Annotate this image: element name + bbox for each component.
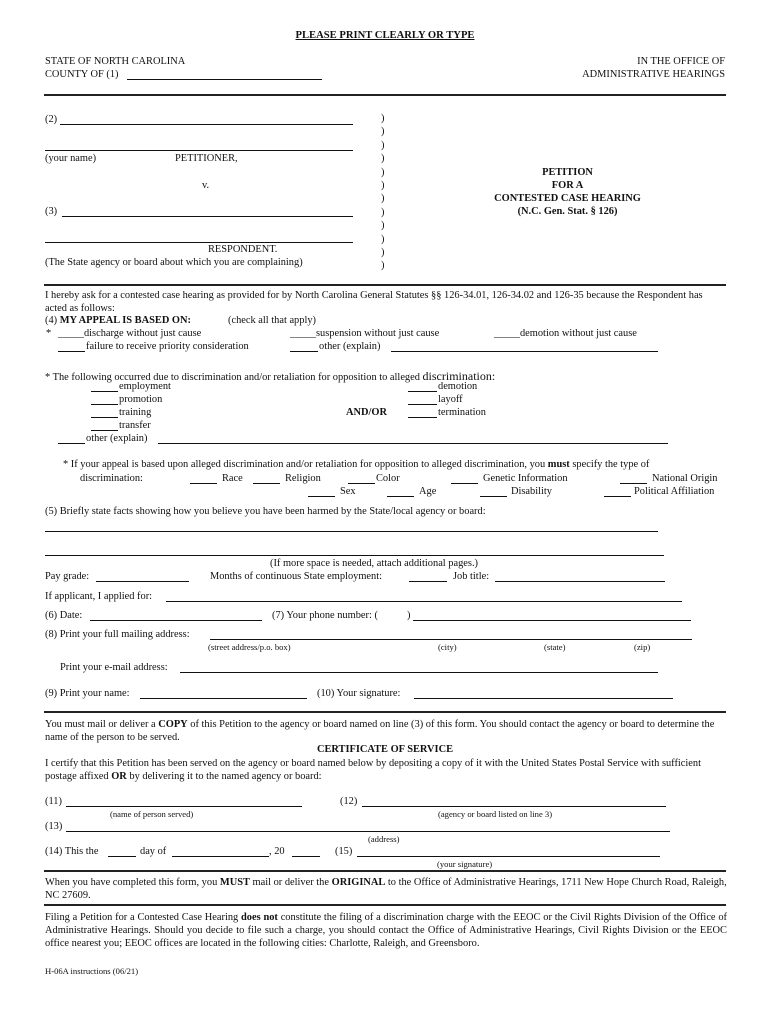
months-field[interactable]	[409, 581, 447, 582]
state-caption: (state)	[544, 642, 566, 652]
divider	[44, 94, 726, 96]
other-label: other (explain)	[319, 341, 381, 352]
blank-demotion[interactable]	[408, 391, 437, 392]
type-age: Age	[419, 486, 437, 497]
caption-parens: ) ) ) ) ) ) ) ) ) ) ) )	[381, 113, 385, 272]
name-served-caption: (name of person served)	[110, 809, 194, 819]
form-id: H-06A instructions (06/21)	[45, 966, 139, 976]
type-disability: Disability	[511, 486, 552, 497]
day-field[interactable]	[108, 856, 136, 857]
field-15-input[interactable]	[357, 856, 660, 857]
months-label: Months of continuous State employment:	[210, 571, 383, 582]
email-label: Print your e-mail address:	[60, 662, 168, 673]
blank-political[interactable]	[604, 496, 631, 497]
email-field[interactable]	[180, 672, 658, 673]
field-2-input[interactable]	[60, 124, 353, 125]
type-political: Political Affiliation	[634, 486, 715, 497]
divider	[44, 870, 726, 872]
field-13-label: (13)	[45, 821, 63, 832]
checkbox-suspension[interactable]: _____suspension without just cause	[290, 328, 440, 339]
office-line-2: ADMINISTRATIVE HEARINGS	[582, 69, 725, 80]
phone-close: )	[407, 610, 411, 621]
checkbox-other-blank[interactable]	[290, 351, 318, 352]
field-12-label: (12)	[340, 796, 358, 807]
type-color: Color	[376, 473, 400, 484]
blank-other[interactable]	[58, 443, 85, 444]
office-line-1: IN THE OFFICE OF	[637, 56, 725, 67]
address-field[interactable]	[210, 639, 692, 640]
day-of-label: day of	[140, 846, 167, 857]
certify-text: I certify that this Petition has been served on the agency or board named below by depositing a copy of it with the United States Postal Service with sufficient postage affixed OR by delivering it to the named agency or board:	[45, 758, 701, 782]
applicant-label: If applicant, I applied for:	[45, 591, 153, 602]
signature-label: (10) Your signature:	[317, 688, 401, 699]
job-title-field[interactable]	[495, 581, 665, 582]
phone-label: (7) Your phone number: (	[272, 610, 378, 621]
applicant-field[interactable]	[166, 601, 682, 602]
pay-grade-label: Pay grade:	[45, 571, 90, 582]
county-field[interactable]	[127, 79, 322, 80]
blank-religion[interactable]	[253, 483, 280, 484]
blank-employment[interactable]	[91, 391, 118, 392]
option-promotion: promotion	[119, 394, 163, 405]
check-all-note: (check all that apply)	[228, 315, 316, 326]
blank-termination[interactable]	[408, 417, 437, 418]
type-national-origin: National Origin	[652, 473, 718, 484]
petition-title: PETITION FOR A CONTESTED CASE HEARING (N.C. Gen. Stat. § 126)	[494, 167, 641, 217]
discrimination-intro: * The following occurred due to discrimination and/or retaliation for opposition to alleged discrimination:	[45, 369, 496, 383]
field-3-label: (3)	[45, 206, 58, 217]
asterisk: *	[46, 328, 52, 339]
copy-notice: You must mail or deliver a COPY of this Petition to the agency or board named on line (3) of this form. You should contact the agency or board to determine the name of the person to be served.	[45, 719, 715, 743]
petitioner-label: PETITIONER,	[175, 153, 238, 164]
state-label: STATE OF NORTH CAROLINA	[45, 56, 186, 67]
intro-text: I hereby ask for a contested case hearing as provided for by North Carolina General Statutes §§ 126-34.01, 126-34.02 and 126-35 because the Respondent has acted as follows:	[45, 290, 703, 314]
print-name-field[interactable]	[140, 698, 307, 699]
type-race: Race	[222, 473, 243, 484]
facts-label: (5) Briefly state facts showing how you believe you have been harmed by the State/local agency or board:	[45, 506, 486, 517]
option-training: training	[119, 407, 152, 418]
blank-color[interactable]	[348, 483, 375, 484]
blank-promotion[interactable]	[91, 404, 118, 405]
andor-label: AND/OR	[346, 407, 387, 418]
priority-label: failure to receive priority consideration	[86, 341, 249, 352]
address-caption: (address)	[368, 834, 400, 844]
appeal-heading: (4) MY APPEAL IS BASED ON:	[45, 315, 191, 326]
your-signature-caption: (your signature)	[437, 859, 493, 869]
date-label: (6) Date:	[45, 610, 83, 621]
more-space-note: (If more space is needed, attach additional pages.)	[270, 558, 479, 569]
blank-disability[interactable]	[480, 496, 507, 497]
option-demotion: demotion	[438, 381, 478, 392]
year-label: , 20	[269, 846, 285, 857]
type-genetic: Genetic Information	[483, 473, 568, 484]
field-11-input[interactable]	[66, 806, 302, 807]
address-label: (8) Print your full mailing address:	[45, 629, 190, 640]
page-title: PLEASE PRINT CLEARLY OR TYPE	[295, 30, 475, 41]
divider	[44, 284, 726, 286]
blank-genetic[interactable]	[451, 483, 478, 484]
option-transfer: transfer	[119, 420, 151, 431]
field-14-label: (14) This the	[45, 846, 99, 857]
mail-original-notice: When you have completed this form, you MUST mail or deliver the ORIGINAL to the Office of Administrative Hearings, 1711 New Hope Church Road, Raleigh, NC 27609.	[45, 877, 727, 901]
checkbox-demotion[interactable]: _____demotion without just cause	[494, 328, 637, 339]
option-termination: termination	[438, 407, 486, 418]
blank-sex[interactable]	[308, 496, 335, 497]
types-discrimination-label: discrimination:	[80, 473, 143, 484]
month-field[interactable]	[172, 856, 269, 857]
checkbox-priority-blank[interactable]	[58, 351, 85, 352]
facts-line-1[interactable]	[45, 531, 658, 532]
print-name-label: (9) Print your name:	[45, 688, 130, 699]
versus-label: v.	[202, 180, 210, 191]
signature-field[interactable]	[414, 698, 673, 699]
divider	[44, 904, 726, 906]
option-employment: employment	[119, 381, 171, 392]
field-11-label: (11)	[45, 796, 62, 807]
type-religion: Religion	[285, 473, 321, 484]
field-3-input[interactable]	[62, 216, 353, 217]
other-discrimination-field[interactable]	[158, 443, 668, 444]
field-2-label: (2)	[45, 114, 58, 125]
name-line[interactable]	[45, 150, 353, 151]
blank-national-origin[interactable]	[620, 483, 647, 484]
date-field[interactable]	[90, 620, 262, 621]
city-caption: (city)	[438, 642, 457, 652]
job-title-label: Job title:	[453, 571, 490, 582]
agency-listed-caption: (agency or board listed on line 3)	[438, 809, 553, 819]
county-label: COUNTY OF (1)	[45, 69, 119, 80]
other-explain-field[interactable]	[391, 351, 658, 352]
phone-field[interactable]	[413, 620, 691, 621]
blank-layoff[interactable]	[408, 404, 437, 405]
field-12-input[interactable]	[362, 806, 666, 807]
divider	[44, 711, 726, 713]
option-other: other (explain)	[86, 433, 148, 444]
field-15-label: (15)	[335, 846, 353, 857]
field-13-input[interactable]	[66, 831, 670, 832]
filing-notice: Filing a Petition for a Contested Case Hearing does not constitute the filing of a discrimination charge with the EEOC or the Civil Rights Division of the Office of Administrative Hearings. Should you decide to file such a charge, you should contact the Office of Administrative Hearings, Civil Rights Division or the EEOC office nearest you; EEOC offices are located in the following cities: Charlotte, Raleigh, and Greensboro.	[45, 912, 727, 949]
checkbox-discharge[interactable]: _____discharge without just cause	[58, 328, 202, 339]
street-caption: (street address/p.o. box)	[208, 642, 291, 652]
type-sex: Sex	[340, 486, 356, 497]
types-intro: * If your appeal is based upon alleged discrimination and/or retaliation for opposition to alleged discrimination, you must specify the type of	[63, 459, 650, 470]
respondent-note: (The State agency or board about which you are complaining)	[45, 257, 303, 268]
pay-grade-field[interactable]	[96, 581, 189, 582]
facts-line-2[interactable]	[45, 555, 664, 556]
blank-race[interactable]	[190, 483, 217, 484]
zip-caption: (zip)	[634, 642, 651, 652]
blank-transfer[interactable]	[91, 430, 118, 431]
blank-training[interactable]	[91, 417, 118, 418]
respondent-label: RESPONDENT.	[208, 244, 278, 255]
certificate-title: CERTIFICATE OF SERVICE	[316, 744, 454, 755]
year-field[interactable]	[292, 856, 320, 857]
option-layoff: layoff	[438, 394, 463, 405]
your-name-caption: (your name)	[45, 153, 97, 164]
respondent-line[interactable]	[45, 242, 353, 243]
blank-age[interactable]	[387, 496, 414, 497]
